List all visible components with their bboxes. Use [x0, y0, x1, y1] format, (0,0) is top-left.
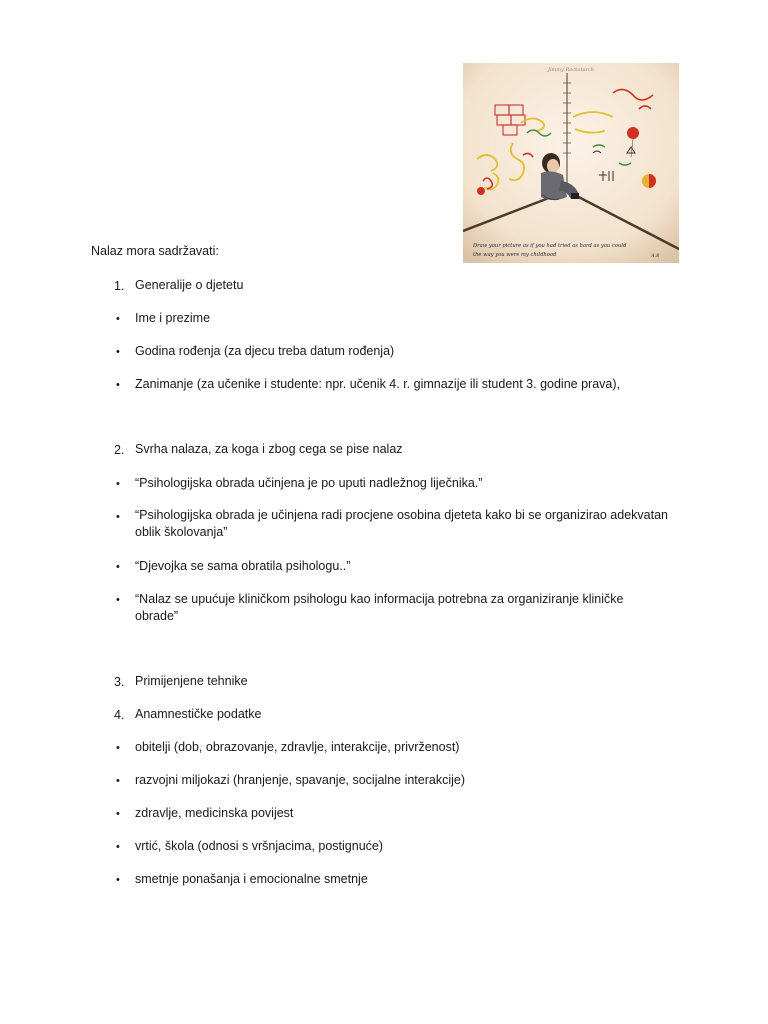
list-item-svrha-nalaza: Svrha nalaza, za koga i zbog cega se pise nalaz: [135, 442, 403, 456]
list-item-quote-skolovanje: “Psihologijska obrada je učinjena radi procjene osobina djeteta kako bi se organizirao adekvatan oblik školovanja”: [135, 508, 668, 539]
bullet-marker: •: [116, 511, 120, 523]
list-item-anamnesticke: Anamnestičke podatke: [135, 707, 262, 721]
bullet-marker: •: [116, 594, 120, 606]
drawing-caption-line2: the way you were my childhood: [473, 252, 557, 258]
list-number-2: 2.: [114, 443, 125, 457]
list-item-ime-prezime: Ime i prezime: [135, 311, 211, 325]
list-item-vrtic-skola: vrtić, škola (odnosi s vršnjacima, postignuće): [135, 839, 384, 853]
list-item-tehnike: Primijenjene tehnike: [135, 674, 248, 688]
section-heading: Nalaz mora sadržavati:: [91, 244, 219, 258]
list-number-3: 3.: [114, 675, 125, 689]
bullet-marker: •: [116, 742, 120, 754]
list-item-quote-klinicki: “Nalaz se upućuje kliničkom psihologu kao informacija potrebna za organiziranje kliničke obrade”: [135, 592, 624, 623]
list-item-generalije: Generalije o djetetu: [135, 278, 244, 292]
list-item-smetnje: smetnje ponašanja i emocionalne smetnje: [135, 872, 368, 886]
bullet-marker: •: [116, 478, 120, 490]
list-number-4: 4.: [114, 708, 125, 722]
bullet-marker: •: [116, 775, 120, 787]
bullet-marker: •: [116, 561, 120, 573]
bullet-marker: •: [116, 313, 120, 325]
drawing-caption-line1: Draw your picture as if you had tried as hard as you could: [473, 243, 627, 249]
list-item-zdravlje: zdravlje, medicinska povijest: [135, 806, 294, 820]
drawing-caption-sign: A.8: [651, 253, 660, 259]
list-item-quote-djevojka: “Djevojka se sama obratila psihologu..”: [135, 559, 351, 573]
drawing-title: Jimmy Rockstarch: [547, 67, 595, 73]
list-number-1: 1.: [114, 279, 125, 293]
list-item-godina-rodenja: Godina rođenja (za djecu treba datum rođenja): [135, 344, 395, 358]
child-drawing-image: [463, 63, 679, 263]
bullet-marker: •: [116, 379, 120, 391]
bullet-marker: •: [116, 346, 120, 358]
list-item-razvojni: razvojni miljokazi (hranjenje, spavanje, socijalne interakcije): [135, 773, 466, 787]
bullet-marker: •: [116, 874, 120, 886]
bullet-marker: •: [116, 808, 120, 820]
list-item-quote-lijecnik: “Psihologijska obrada učinjena je po uputi nadležnog liječnika.”: [135, 476, 483, 490]
list-item-zanimanje: Zanimanje (za učenike i studente: npr. učenik 4. r. gimnazije ili student 3. godine prava),: [135, 377, 620, 391]
bullet-marker: •: [116, 841, 120, 853]
list-item-obitelji: obitelji (dob, obrazovanje, zdravlje, interakcije, privrženost): [135, 740, 460, 754]
